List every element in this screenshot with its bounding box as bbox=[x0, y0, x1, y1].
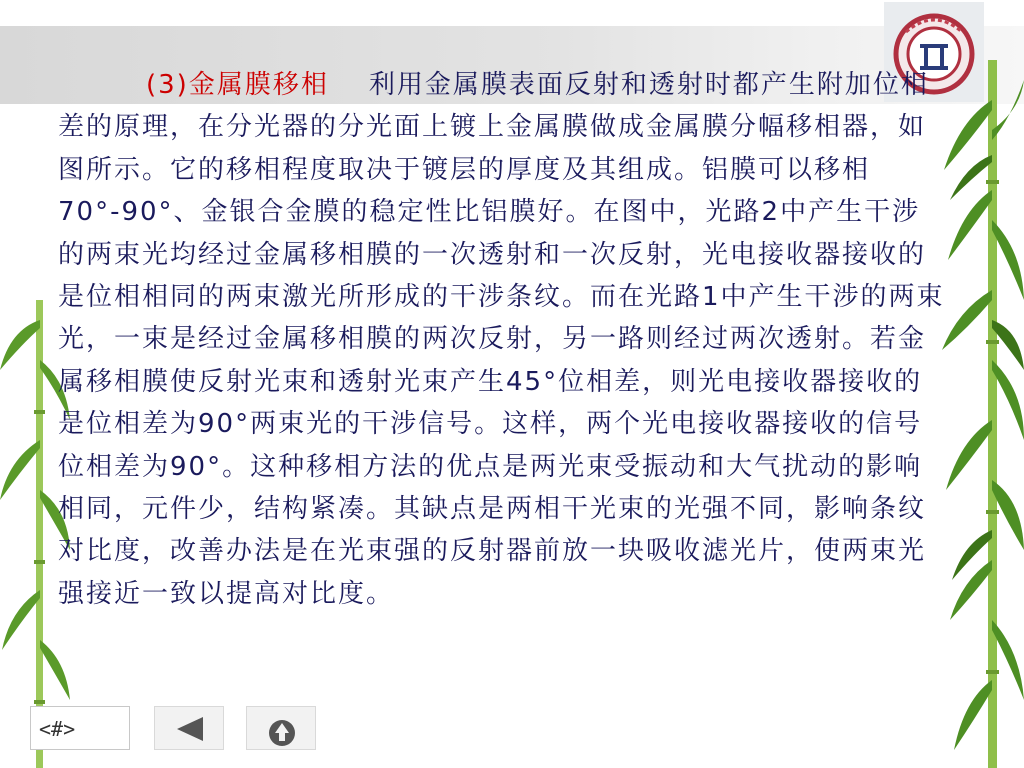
slide-body bbox=[58, 64, 948, 615]
home-button[interactable] bbox=[246, 706, 316, 750]
paragraph-text: 利用金属膜表面反射和透射时都产生附加位相差的原理，在分光器的分光面上镀上金属膜做成金属膜分幅移相器，如图所示。它的移相程度取决于镀层的厚度及其组成。铝膜可以移相70°-90°、金银合金膜的稳定性比铝膜好。在图中，光路2中产生干涉的两束光均经过金属移相膜的一次透射和一次反射，光电接收器接收的是位相相同的两束激光所形成的干涉条纹。而在光路1中产生干涉的两束光，一束是经过金属移相膜的两次反射，另一路则经过两次透射。若金属移相膜使反射光束和透射光束产生45°位相差，则光电接收器接收的是位相差为90°两束光的干涉信号。这样，两个光电接收器接收的信号位相差为90°。这种移相方法的优点是两光束受振动和大气扰动的影响相同，元件少，结构紧凑。其缺点是两相干光束的光强不同，影响条纹对比度，改善办法是在光束强的反射器前放一块吸收滤光片，使两束光强接近一致以提高对比度。 bbox=[58, 70, 945, 609]
triangle-left-icon bbox=[155, 707, 225, 751]
bamboo-right-decoration bbox=[940, 60, 1024, 768]
back-button[interactable] bbox=[154, 706, 224, 750]
circle-up-icon bbox=[247, 707, 317, 751]
section-heading: (3)金属膜移相 bbox=[146, 70, 329, 100]
page-number: <#> bbox=[30, 706, 130, 750]
